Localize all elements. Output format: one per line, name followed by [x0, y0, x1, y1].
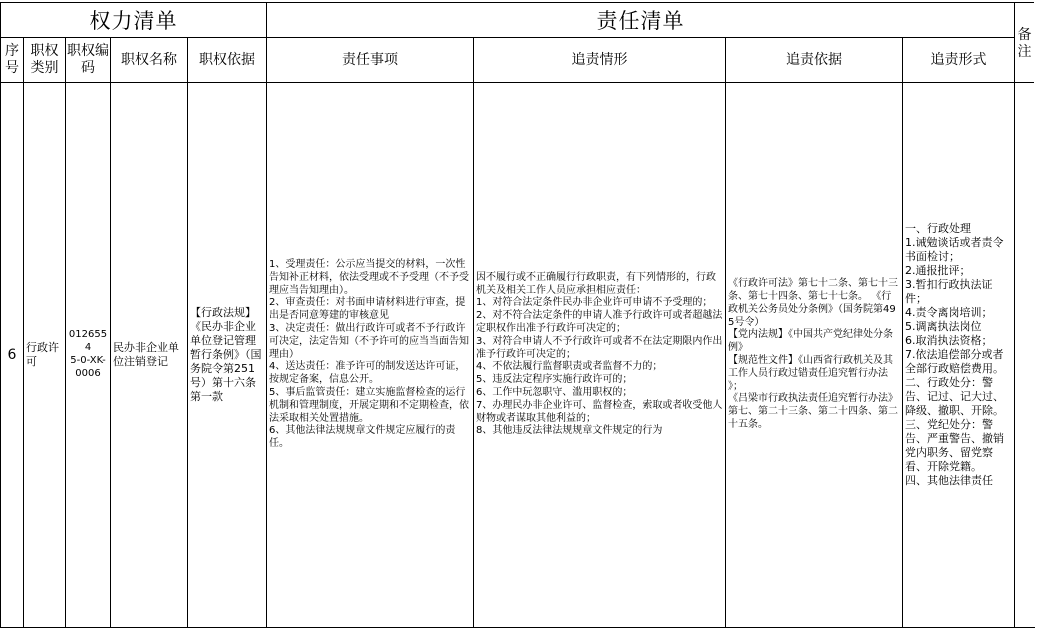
sheet-right-margin [1034, 2, 1046, 627]
header-power-basis[interactable]: 职权依据 [188, 38, 267, 83]
cell-responsibility-items[interactable]: 1、受理责任：公示应当提交的材料，一次性告知补正材料，依法受理或不予受理（不予受理应当告知理由）。 2、审查责任：对书面申请材料进行审查，提出是否同意筹建的审核意见 3、决定责任：做出行政许可或者不予行政许可决定，法定告知（不予许可的应当当面告知理由） 4、送达责任：准予许可的制发送达许可证，按规定备案，信息公开。 5、事后监管责任：建立实施监督检查的运行机制和管理制度，开展定期和不定期检查，依法采取相关处置措施。 6、其他法律法规规章文件规定应履行的责任。 [267, 83, 474, 628]
cell-power-type[interactable]: 行政许可 [24, 83, 66, 628]
power-list-section-title[interactable]: 权力清单 [1, 3, 267, 38]
header-power-type[interactable]: 职权类别 [24, 38, 66, 83]
cell-remarks[interactable] [1015, 83, 1035, 628]
cell-accountability-basis[interactable]: 《行政许可法》第七十二条、第七十三条、第七十四条、第七十七条。 《行政机关公务员处分条例》（国务院第495号令） 【党内法规】《中国共产党纪律处分条例》 【规范性文件】《山西省行政机关及其工作人员行政过错责任追究暂行办法 》； 《吕梁市行政执法责任追究暂行办法》第七、第二十三条、第二十四条、第二十五条。 [726, 83, 903, 628]
cell-power-name[interactable]: 民办非企业单位注销登记 [111, 83, 188, 628]
column-header-row [1, 38, 1035, 83]
cell-power-basis[interactable]: 【行政法规】《民办非企业单位登记管理暂行条例》（国务院令第251号）第十六条 第一款 [188, 83, 267, 628]
header-accountability-form[interactable]: 追责形式 [903, 38, 1015, 83]
header-accountability-basis[interactable]: 追责依据 [726, 38, 903, 83]
cell-accountability-form[interactable]: 一、行政处理 1.诫勉谈话或者责令书面检讨； 2.通报批评； 3.暂扣行政执法证件； 4.责令离岗培训； 5.调离执法岗位 6.取消执法资格； 7.依法追偿部分或者全部行政赔偿费用。 二、行政处分：警告、记过、记大过、降级、撤职、开除。 三、党纪处分：警告、严重警告、撤销党内职务、留党察看、开除党籍。 四、其他法律责任 [903, 83, 1015, 628]
remarks-header[interactable]: 备注 [1015, 3, 1035, 83]
cell-accountability-cases[interactable]: 因不履行或不正确履行行政职责，有下列情形的，行政机关及相关工作人员应承担相应责任： 1、对符合法定条件民办非企业许可申请不予受理的； 2、对不符合法定条件的申请人准予行政许可或者超越法定职权作出准予行政许可决定的； 3、对符合申请人不予行政许可或者不在法定期限内作出准予行政许可决定的； 4、不依法履行监督职责或者监督不力的； 5、违反法定程序实施行政许可的； 6、工作中玩忽职守、滥用职权的； 7、办理民办非企业许可、监督检查，索取或者收受他人财物或者谋取其他利益的； 8、其他违反法律法规规章文件规定的行为 [474, 83, 726, 628]
cell-power-code[interactable]: 0126554 5-0-XK- 0006 [66, 83, 111, 628]
header-power-code[interactable]: 职权编码 [66, 38, 111, 83]
power-responsibility-table [0, 2, 1035, 628]
cell-seq[interactable]: 6 [1, 83, 24, 628]
table-row [1, 83, 1035, 628]
header-accountability-cases[interactable]: 追责情形 [474, 38, 726, 83]
section-header-row [1, 3, 1035, 38]
header-seq[interactable]: 序号 [1, 38, 24, 83]
header-power-name[interactable]: 职权名称 [111, 38, 188, 83]
header-responsibility-items[interactable]: 责任事项 [267, 38, 474, 83]
responsibility-list-section-title[interactable]: 责任清单 [267, 3, 1015, 38]
